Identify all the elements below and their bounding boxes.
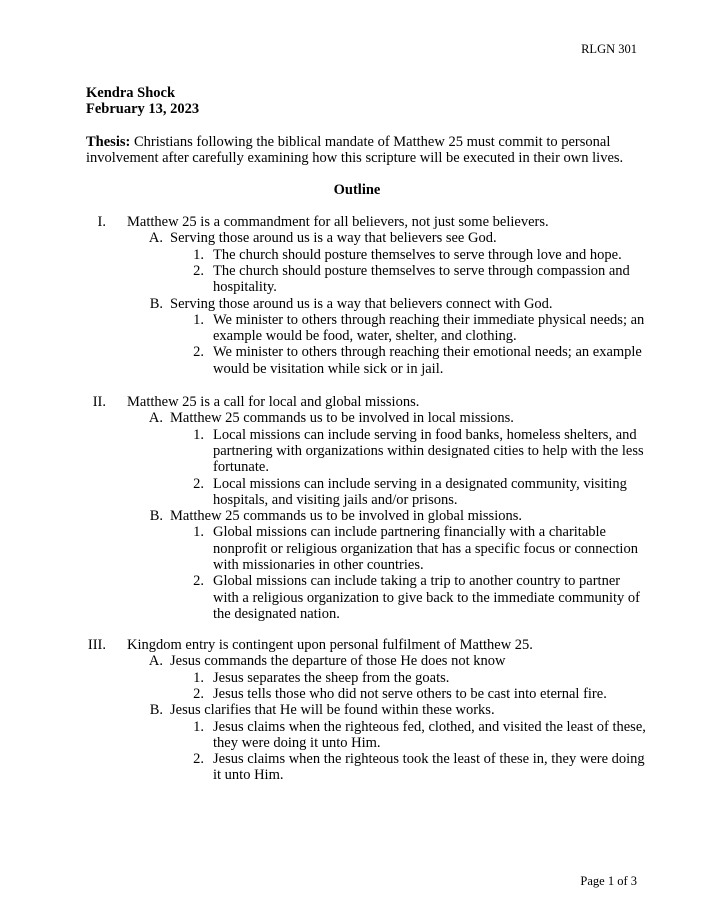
page-number: Page 1 of 3 — [580, 874, 637, 888]
subsection-letter: B. — [149, 702, 163, 719]
point-text-line: Jesus claims when the righteous took the least of these in, they were doing — [213, 751, 645, 768]
point-text-line: example would be food, water, shelter, and clothing. — [213, 328, 517, 345]
subsection-heading: Matthew 25 commands us to be involved in local missions. — [170, 410, 514, 427]
author-name: Kendra Shock — [86, 85, 176, 101]
subsection-letter: A. — [148, 653, 163, 670]
subsection-heading: Jesus commands the departure of those He does not know — [170, 653, 506, 670]
section-numeral: I. — [97, 214, 106, 230]
point-text-line: hospitals, and visiting jails and/or prisons. — [213, 491, 458, 508]
point-text-line: The church should posture themselves to serve through love and hope. — [213, 246, 622, 263]
section-heading: Matthew 25 is a call for local and global missions. — [127, 394, 420, 410]
point-text-line: Global missions can include taking a trip to another country to partner — [213, 573, 621, 590]
point-number: 1. — [193, 669, 204, 686]
point-number: 1. — [193, 718, 204, 735]
thesis-label: Thesis: — [86, 134, 131, 150]
section-numeral: II. — [92, 394, 106, 410]
point-text-line: would be visitation while sick or in jail. — [213, 360, 444, 377]
point-number: 2. — [193, 573, 204, 590]
point-number: 2. — [193, 262, 204, 279]
point-text-line: hospitality. — [213, 279, 277, 296]
subsection-letter: B. — [149, 508, 163, 525]
point-number: 2. — [193, 475, 204, 492]
point-text-line: Jesus claims when the righteous fed, clothed, and visited the least of these, — [213, 718, 646, 735]
point-number: 2. — [193, 751, 204, 768]
subsection-heading: Serving those around us is a way that believers see God. — [170, 230, 497, 247]
point-text-line: Jesus separates the sheep from the goats. — [213, 669, 450, 686]
point-number: 1. — [193, 311, 204, 328]
point-number: 2. — [193, 685, 204, 702]
subsection-letter: A. — [148, 410, 163, 427]
point-text-line: the designated nation. — [213, 605, 340, 622]
thesis-text-1: Christians following the biblical mandate of Matthew 25 must commit to personal — [130, 134, 611, 150]
subsection-letter: B. — [149, 295, 163, 312]
subsection-heading: Matthew 25 commands us to be involved in global missions. — [170, 508, 523, 525]
point-text-line: The church should posture themselves to serve through compassion and — [213, 262, 630, 279]
point-text-line: they were doing it unto Him. — [213, 734, 381, 751]
point-text-line: fortunate. — [213, 459, 269, 476]
section-heading: Kingdom entry is contingent upon personal fulfilment of Matthew 25. — [127, 637, 533, 653]
subsection-letter: A. — [148, 230, 163, 247]
point-text-line: Local missions can include serving in a designated community, visiting — [213, 475, 627, 492]
point-number: 1. — [193, 246, 204, 263]
point-text-line: partnering with organizations within designated cities to help with the less — [213, 442, 644, 459]
point-text-line: with a religious organization to give back to the immediate community of — [213, 589, 640, 606]
course-code-header: RLGN 301 — [581, 42, 637, 56]
outline-title: Outline — [333, 182, 381, 198]
subsection-heading: Serving those around us is a way that believers connect with God. — [170, 295, 553, 312]
point-number: 1. — [193, 426, 204, 443]
section-heading: Matthew 25 is a commandment for all believers, not just some believers. — [127, 214, 549, 230]
subsection-heading: Jesus clarifies that He will be found within these works. — [170, 702, 495, 719]
thesis-line-1 — [86, 134, 623, 150]
section-numeral: III. — [87, 637, 106, 653]
point-text-line: Local missions can include serving in food banks, homeless shelters, and — [213, 426, 637, 443]
point-text-line: Jesus tells those who did not serve others to be cast into eternal fire. — [213, 685, 607, 702]
point-text-line: We minister to others through reaching their emotional needs; an example — [213, 344, 642, 361]
thesis-line-2: involvement after carefully examining how this scripture will be executed in their own lives. — [86, 150, 624, 166]
point-text-line: nonprofit or religious organization that has a specific focus or connection — [213, 540, 638, 557]
point-number: 1. — [193, 524, 204, 541]
point-number: 2. — [193, 344, 204, 361]
point-text-line: We minister to others through reaching their immediate physical needs; an — [213, 311, 645, 328]
document-date: February 13, 2023 — [86, 101, 200, 117]
point-text-line: Global missions can include partnering financially with a charitable — [213, 524, 606, 541]
thesis-statement — [86, 134, 623, 166]
point-text-line: with missionaries in other countries. — [213, 557, 424, 573]
point-text-line: it unto Him. — [213, 767, 284, 784]
